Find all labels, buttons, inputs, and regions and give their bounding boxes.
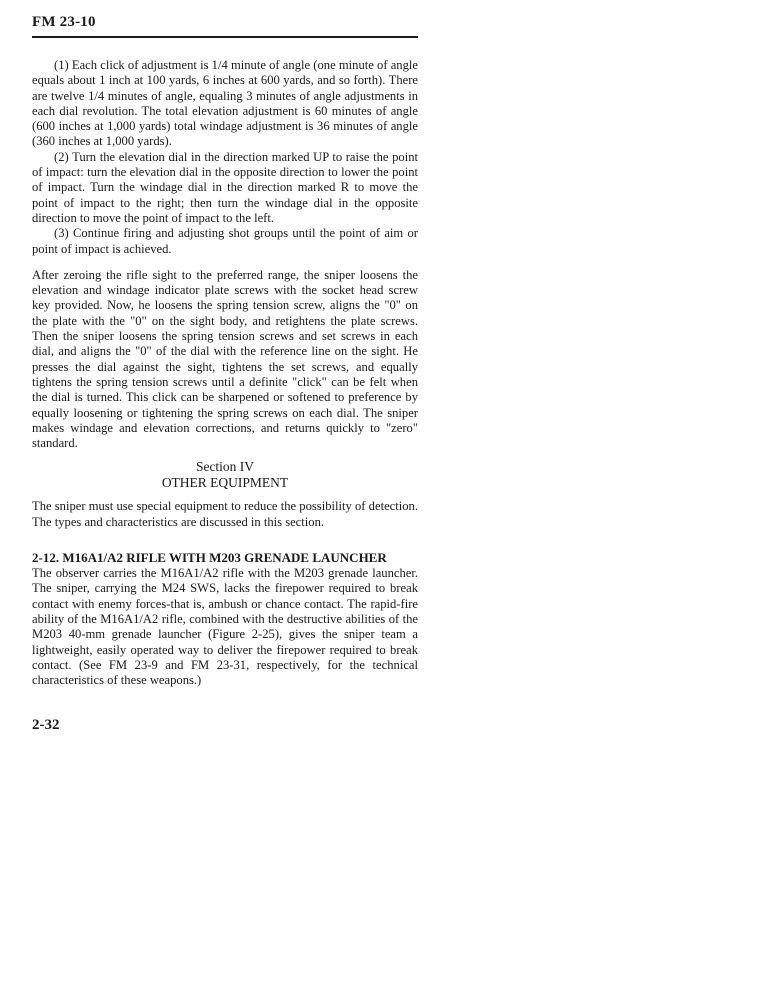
manual-number: FM 23-10	[32, 14, 96, 30]
paragraph-turn-dials: (2) Turn the elevation dial in the direction marked UP to raise the point of impact: turn the elevation dial in the opposite direction to lower the point of impact. Turn the windage dial in the direction marked R to move the point of impact to the right; then turn the windage dial in the opposite direction to move the point of impact to the left.	[32, 149, 418, 225]
section-number: Section IV	[195, 459, 255, 475]
paragraph-m203: The observer carries the M16A1/A2 rifle with the M203 grenade launcher. The sniper, carrying the M24 SWS, lacks the firepower required to break contact with enemy forces-that is, ambush or chance contact. The rapid-fire ability of the M16A1/A2 rifle, combined with the destructive abilities of the M203 40-mm grenade launcher (Figure 2-25), gives the sniper team a lightweight, easily operated way to deliver the firepower required to break contact. (See FM 23-9 and FM 23-31, respectively, for the technical characteristics of these weapons.)	[32, 566, 418, 688]
paragraph-special-equipment: The sniper must use special equipment to reduce the possibility of detection. The types and characteristics are discussed in this section.	[32, 499, 418, 529]
paragraph-continue-firing: (3) Continue firing and adjusting shot groups until the point of aim or point of impact is achieved.	[32, 226, 418, 256]
section-title: OTHER EQUIPMENT	[161, 475, 289, 491]
page-number: 2-32	[32, 717, 60, 733]
paragraph-zeroing: After zeroing the rifle sight to the preferred range, the sniper loosens the elevation and windage indicator plate screws with the socket head screw key provided. Now, he loosens the spring tension screw, aligns the "0" on the plate with the "0" on the sight body, and retightens the plate screws. Then the sniper loosens the spring tension screws and set screws in each dial, and aligns the "0" of the dial with the reference line on the sight. He presses the dial against the sight, tightens the set screws, and equally tightens the spring tension screws until a definite "click" can be felt when the dial is turned. This click can be sharpened or softened to preference by equally loosening or tightening the spring screws on each dial. The sniper makes windage and elevation corrections, and returns quickly to "zero" standard.	[32, 267, 418, 451]
paragraph-click-adjustment: (1) Each click of adjustment is 1/4 minute of angle (one minute of angle equals about 1 inch at 100 yards, 6 inches at 600 yards, and so forth). There are twelve 1/4 minutes of angle, equaling 3 minutes of angle adjustments in each dial revolution. The total elevation adjustment is 60 minutes of angle (600 inches at 1,000 yards) total windage adjustment is 36 minutes of angle (360 inches at 1,000 yards).	[32, 58, 418, 149]
page-body	[32, 58, 418, 688]
running-header	[32, 6, 418, 38]
paragraph-heading-2-12: 2-12. M16A1/A2 RIFLE WITH M203 GRENADE LAUNCHER	[32, 550, 387, 566]
